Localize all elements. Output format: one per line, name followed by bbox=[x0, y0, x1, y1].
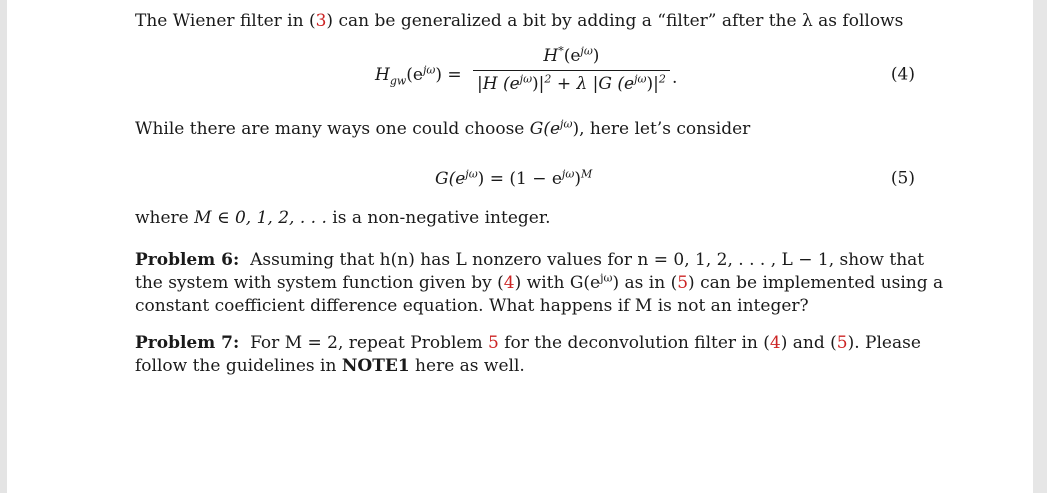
consider-math bbox=[530, 119, 579, 139]
eq4-lhs bbox=[375, 64, 462, 87]
equation-ref-5[interactable]: 5 bbox=[677, 273, 689, 293]
problem-6 bbox=[135, 249, 944, 318]
equation-4 bbox=[135, 45, 915, 105]
eq4-den-term1-sup: jω bbox=[519, 72, 533, 86]
equation-ref-3[interactable]: 3 bbox=[315, 11, 327, 31]
eq4-numerator-arg-sup: jω bbox=[580, 44, 593, 58]
eq5-lhs-close: ) = (1 − e bbox=[477, 169, 562, 189]
eq4-lhs-arg-open: (e bbox=[406, 65, 423, 85]
problem7-line1-a: For M = 2, repeat Problem bbox=[250, 333, 488, 353]
eq4-lhs-arg-sup: jω bbox=[423, 63, 436, 77]
eq4-numerator-symbol: H bbox=[543, 46, 559, 66]
where-text-after: is a non-negative integer. bbox=[326, 208, 551, 228]
problem7-line2-a: follow the guidelines in bbox=[135, 356, 342, 376]
problem6-line2-d: ) can be implemented using a bbox=[688, 273, 944, 293]
eq4-lhs-symbol: H bbox=[375, 65, 390, 85]
eq4-denominator bbox=[473, 73, 670, 96]
eq4-numerator bbox=[473, 45, 670, 68]
eq4-den-term1-pow: 2 bbox=[544, 72, 552, 86]
equation-5 bbox=[135, 150, 915, 208]
problem-ref-5[interactable]: 5 bbox=[487, 333, 499, 353]
problem6-line2-b: ) with G(e bbox=[514, 273, 601, 293]
problem6-line3-text: constant coefficient difference equation. What happens if M is not an integer? bbox=[135, 296, 809, 316]
eq4-numerator-arg-open: (e bbox=[563, 46, 581, 66]
problem6-line1 bbox=[135, 249, 925, 272]
problem7-line2 bbox=[135, 355, 915, 378]
equation-ref-4[interactable]: 4 bbox=[503, 273, 515, 293]
eq4-den-term2-sup: jω bbox=[634, 72, 647, 86]
consider-math-symbol: G(e bbox=[529, 119, 561, 139]
problem6-line2-c: ) as in ( bbox=[612, 273, 678, 293]
consider-text-before: While there are many ways one could choose bbox=[135, 119, 530, 139]
eq4-lhs-arg-close: ) = bbox=[435, 65, 462, 85]
equation-ref-5-b[interactable]: 5 bbox=[836, 333, 848, 353]
problem7-label: Problem 7: bbox=[135, 333, 240, 353]
eq4-den-term1: |H (e bbox=[477, 74, 520, 94]
equation-ref-4-b[interactable]: 4 bbox=[769, 333, 781, 353]
eq5-number: (5) bbox=[890, 168, 915, 189]
eq5-rhs-sup: jω bbox=[561, 167, 575, 181]
eq5-rhs-pow: M bbox=[580, 167, 593, 181]
intro-text-before: The Wiener filter in ( bbox=[135, 11, 316, 31]
problem7-line1-d: ). Please bbox=[847, 333, 921, 353]
eq4-fraction bbox=[473, 45, 670, 96]
problem6-line3 bbox=[135, 295, 915, 318]
consider-math-sup: jω bbox=[560, 117, 573, 131]
eq5-expression bbox=[435, 168, 592, 191]
eq4-numerator-arg-close: ) bbox=[592, 46, 600, 66]
eq4-den-term2-close: )| bbox=[646, 74, 659, 94]
problem6-line2-a: the system with system function given by ( bbox=[135, 273, 504, 293]
problem7-line1-b: for the deconvolution filter in ( bbox=[498, 333, 770, 353]
eq4-den-term2-pow: 2 bbox=[658, 72, 666, 86]
problem6-line1-text: Assuming that h(n) has L nonzero values for n = 0, 1, 2, . . . , L − 1, show that bbox=[250, 250, 925, 270]
intro-text-after: ) can be generalized a bit by adding a “filter” after the λ as follows bbox=[326, 11, 904, 31]
problem6-line2-sup: jω bbox=[600, 271, 613, 285]
intro-paragraph bbox=[135, 10, 915, 33]
eq5-rhs-close: ) bbox=[574, 169, 581, 189]
problem7-line1-c: ) and ( bbox=[780, 333, 837, 353]
consider-paragraph bbox=[135, 118, 915, 141]
consider-text-after: , here let’s consider bbox=[579, 119, 751, 139]
problem7-line1 bbox=[135, 332, 921, 355]
problem7-line2-b: here as well. bbox=[409, 356, 525, 376]
problem6-label: Problem 6: bbox=[135, 250, 240, 270]
problem-7 bbox=[135, 332, 921, 378]
eq4-number: (4) bbox=[890, 64, 915, 85]
consider-math-close: ) bbox=[572, 119, 580, 139]
note1-label: NOTE1 bbox=[341, 356, 410, 376]
problem6-line2 bbox=[135, 271, 944, 295]
eq4-lhs-subscript: gw bbox=[389, 74, 407, 88]
eq4-fraction-bar bbox=[473, 70, 670, 71]
eq4-den-plus: + λ |G (e bbox=[551, 74, 635, 94]
eq4-numerator-star: * bbox=[558, 44, 564, 58]
eq4-trailing-period: . bbox=[672, 68, 678, 88]
where-text-before: where bbox=[135, 208, 195, 228]
eq5-lhs-sup: jω bbox=[465, 167, 478, 181]
eq4-den-term1-close: )| bbox=[532, 74, 545, 94]
eq5-lhs: G(e bbox=[435, 169, 466, 189]
where-paragraph bbox=[135, 207, 915, 230]
where-math: M ∈ 0, 1, 2, . . . bbox=[194, 208, 327, 228]
